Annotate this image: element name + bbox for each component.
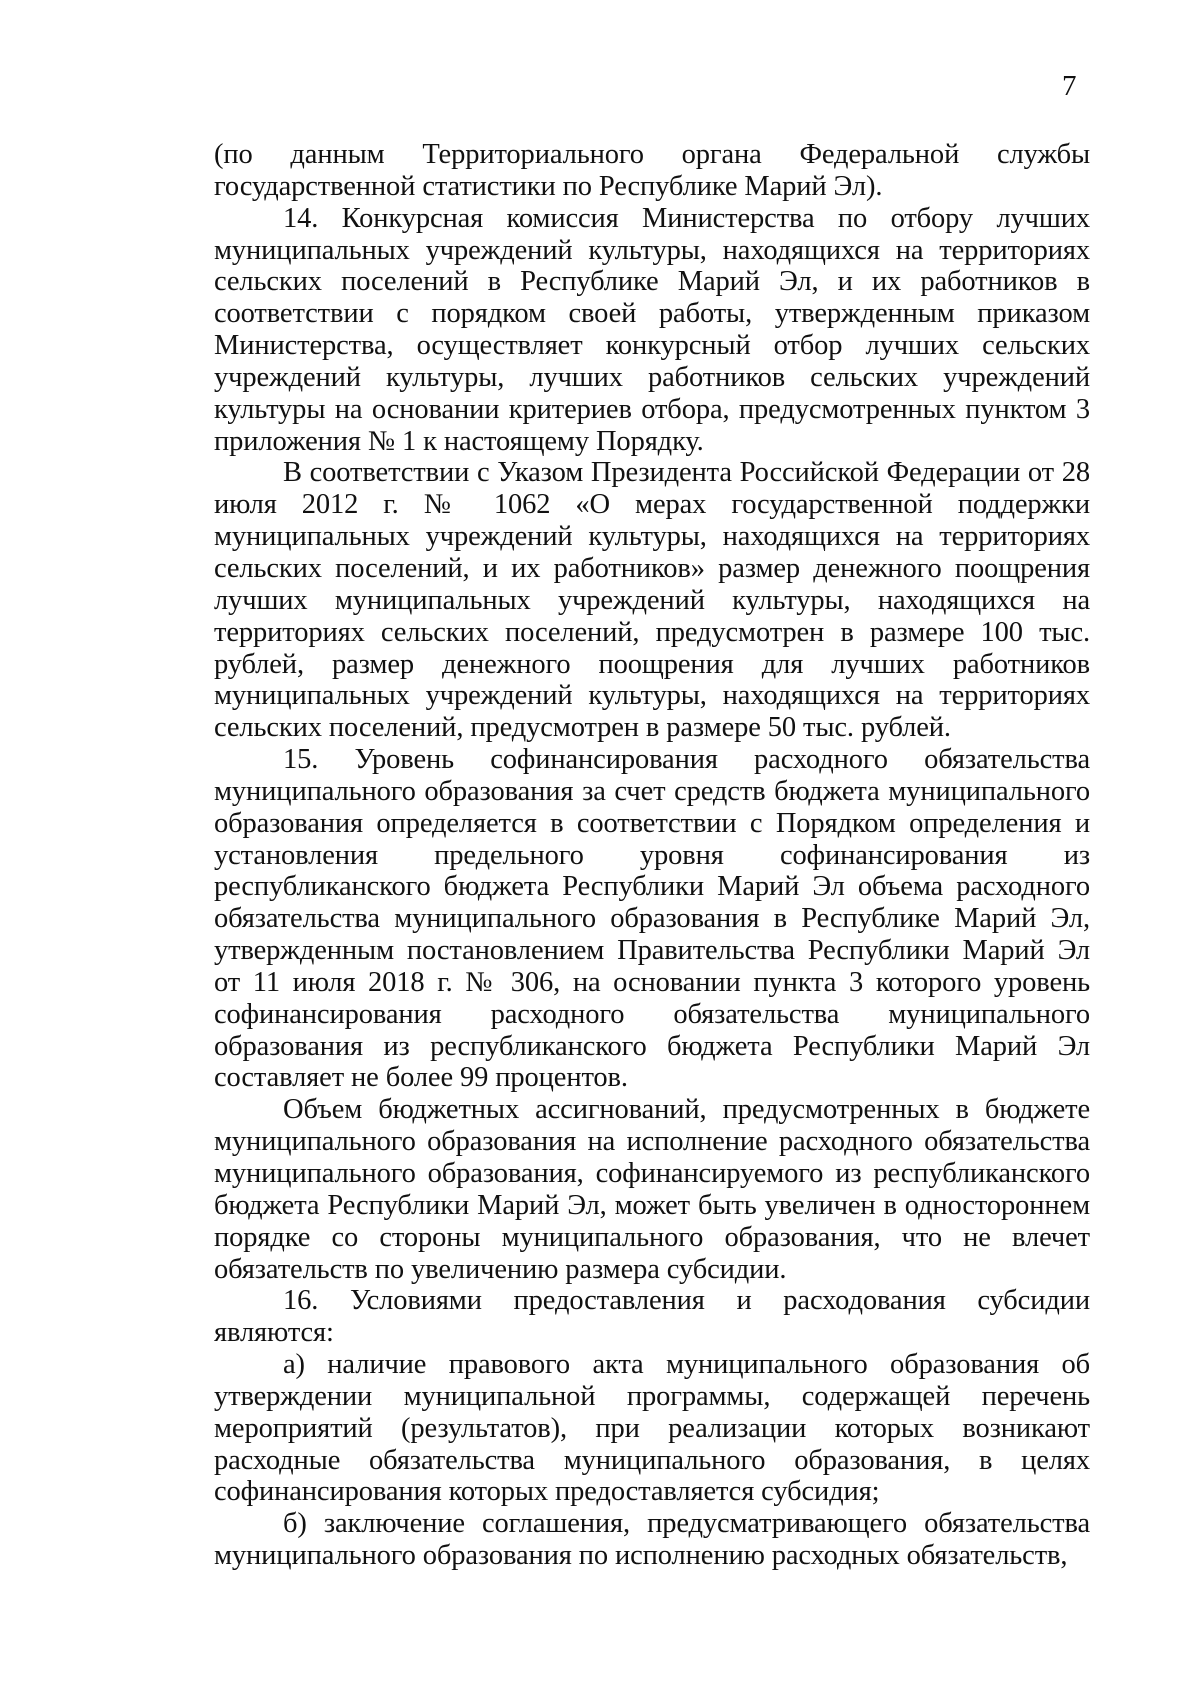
- document-body: [214, 139, 1090, 1572]
- paragraph-item-14: 14. Конкурсная комиссия Министерства по отбору лучших муниципальных учреждений культуры, находящихся на территориях сельских поселений в Республике Марий Эл, и их работников в соответствии с порядком своей работы, утвержденным приказом Министерства, осуществляет конкурсный отбор лучших сельских учреждений культуры, лучших работников сельских учреждений культуры на основании критериев отбора, предусмотренных пунктом 3 приложения № 1 к настоящему Порядку.: [214, 202, 1090, 457]
- paragraph-item-14-decree: В соответствии с Указом Президента Российской Федерации от 28 июля 2012 г. № 1062 «О мерах государственной поддержки муниципальных учреждений культуры, находящихся на территориях сельских поселений, и их работников» размер денежного поощрения лучших муниципальных учреждений культуры, находящихся на территориях сельских поселений, предусмотрен в размере 100 тыс. рублей, размер денежного поощрения для лучших работников муниципальных учреждений культуры, находящихся на территориях сельских поселений, предусмотрен в размере 50 тыс. рублей.: [214, 457, 1090, 744]
- paragraph-item-15: 15. Уровень софинансирования расходного обязательства муниципального образования за счет средств бюджета муниципального образования определяется в соответствии с Порядком определения и установления предельного уровня софинансирования из республиканского бюджета Республики Марий Эл объема расходного обязательства муниципального образования в Республике Марий Эл, утвержденным постановлением Правительства Республики Марий Эл от 11 июля 2018 г. № 306, на основании пункта 3 которого уровень софинансирования расходного обязательства муниципального образования из республиканского бюджета Республики Марий Эл составляет не более 99 процентов.: [214, 744, 1090, 1094]
- paragraph-continuation: (по данным Территориального органа Федеральной службы государственной статистики по Республике Марий Эл).: [214, 139, 1090, 202]
- paragraph-item-16-b: б) заключение соглашения, предусматривающего обязательства муниципального образования по исполнению расходных обязательств,: [214, 1508, 1090, 1572]
- paragraph-item-15-volume: Объем бюджетных ассигнований, предусмотренных в бюджете муниципального образования на исполнение расходного обязательства муниципального образования, софинансируемого из республиканского бюджета Республики Марий Эл, может быть увеличен в одностороннем порядке со стороны муниципального образования, что не влечет обязательств по увеличению размера субсидии.: [214, 1094, 1090, 1285]
- paragraph-item-16-a: а) наличие правового акта муниципального образования об утверждении муниципальной программы, содержащей перечень мероприятий (результатов), при реализации которых возникают расходные обязательства муниципального образования, в целях софинансирования которых предоставляется субсидия;: [214, 1349, 1090, 1508]
- paragraph-item-16: 16. Условиями предоставления и расходования субсидии являются:: [214, 1285, 1090, 1349]
- page-number: 7: [1062, 70, 1077, 102]
